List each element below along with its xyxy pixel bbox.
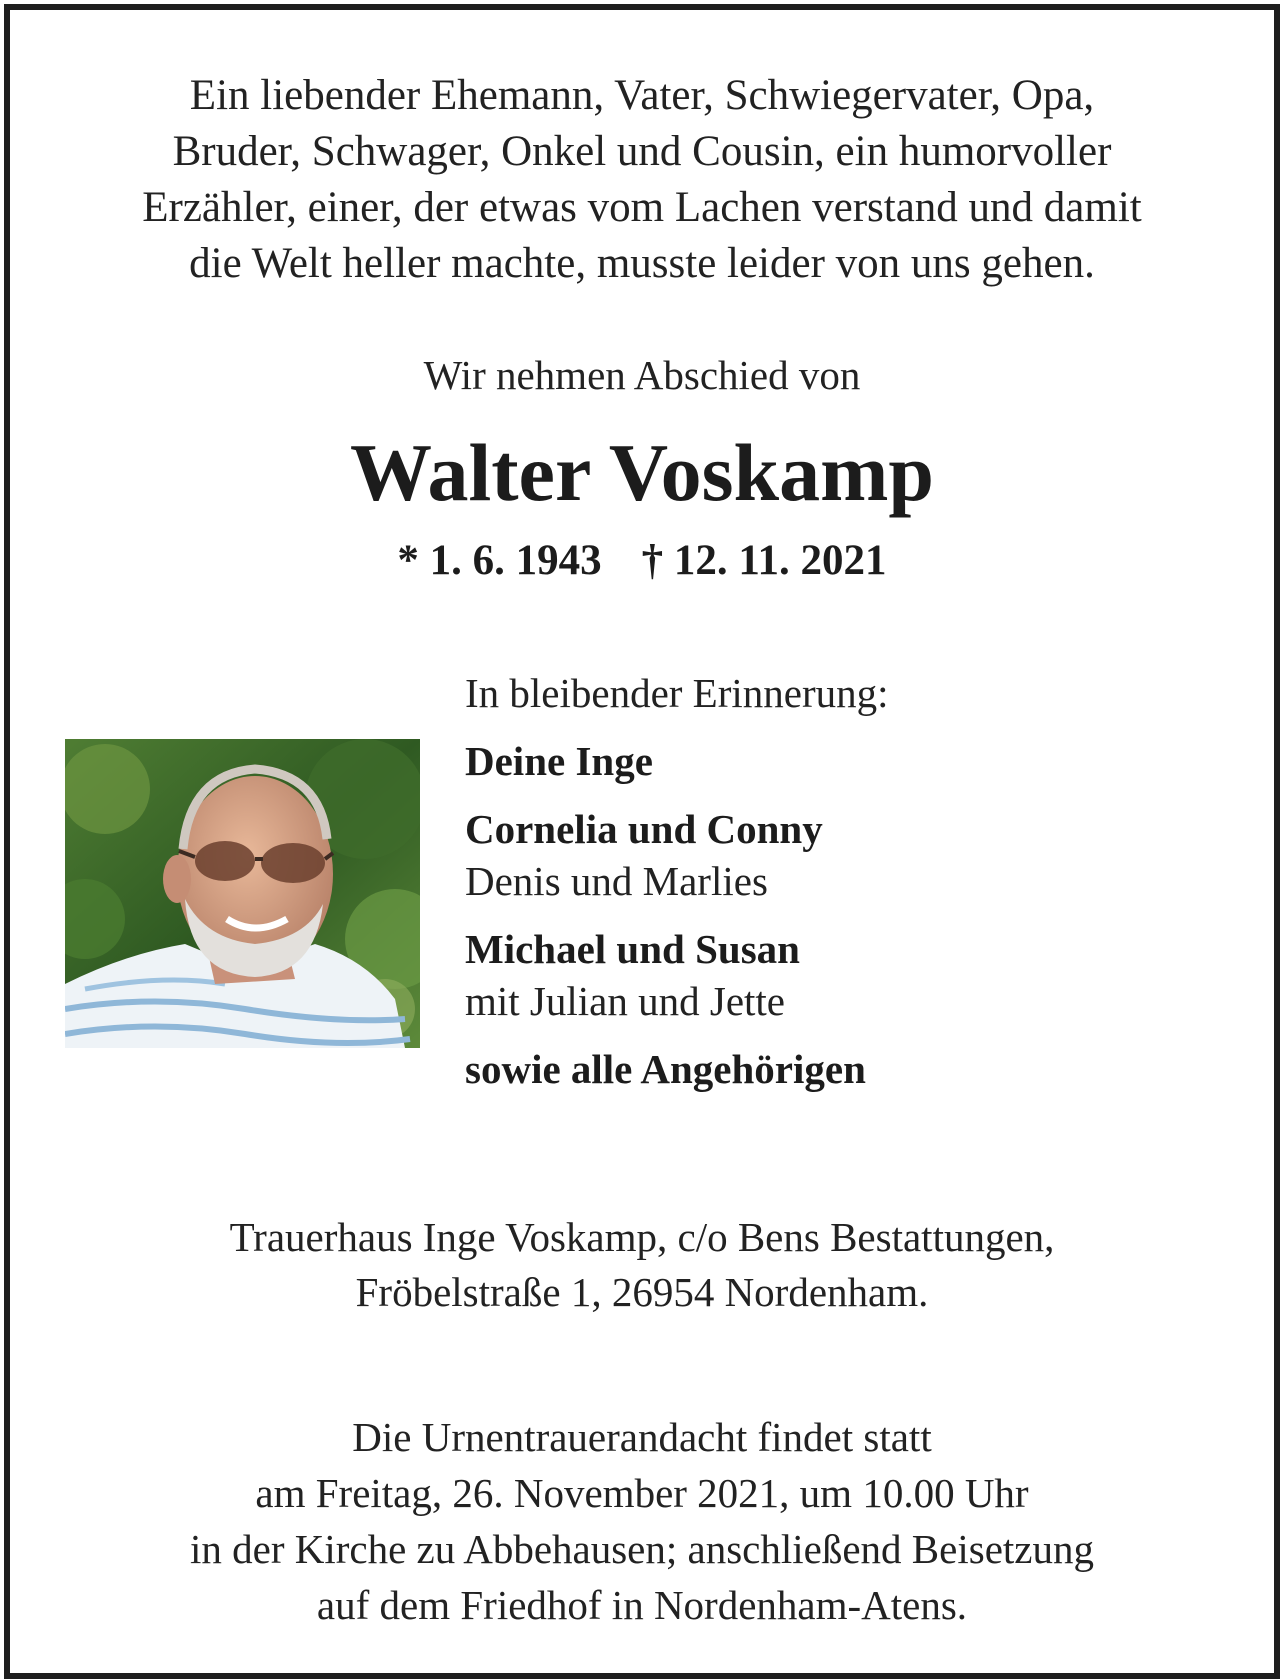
birth-date: * 1. 6. 1943 [397,537,602,584]
service-info [10,1409,1274,1633]
life-dates [10,534,1274,588]
mourning-house-address [10,1210,1274,1320]
family-entry-relatives: sowie alle Angehörigen [465,1046,866,1092]
intro-line: die Welt heller machte, musste leider von uns gehen. [189,240,1095,287]
intro-text [50,68,1234,292]
address-line: Fröbelstraße 1, 26954 Nordenham. [355,1269,929,1315]
family-entry-wife: Deine Inge [465,738,653,784]
service-line: Die Urnentrauerandacht findet statt [352,1414,932,1460]
service-line: in der Kirche zu Abbehausen; anschließend Beisetzung [190,1526,1094,1572]
intro-line: Erzähler, einer, der etwas vom Lachen verstand und damit [142,184,1142,231]
obituary-frame [4,4,1280,1679]
service-line: am Freitag, 26. November 2021, um 10.00 Uhr [255,1470,1029,1516]
farewell-text: Wir nehmen Abschied von [423,352,861,398]
family-entry-children-2: Michael und Susan [465,926,800,972]
family-entry-grandchildren-2: mit Julian und Jette [465,978,785,1024]
intro-line: Ein liebender Ehemann, Vater, Schwiegervater, Opa, [189,72,1095,119]
family-entry-grandchildren-1: Denis und Marlies [465,858,768,904]
portrait-photo [65,739,420,1048]
death-date: † 12. 11. 2021 [641,537,887,584]
address-line: Trauerhaus Inge Voskamp, c/o Bens Bestattungen, [229,1214,1055,1260]
family-heading: In bleibender Erinnerung: [465,670,889,716]
family-list [465,667,1245,1095]
service-line: auf dem Friedhof in Nordenham-Atens. [316,1582,968,1628]
deceased-name: Walter Voskamp [349,427,934,518]
family-entry-children-1: Cornelia und Conny [465,806,823,852]
intro-line: Bruder, Schwager, Onkel und Cousin, ein humorvoller [172,128,1112,175]
